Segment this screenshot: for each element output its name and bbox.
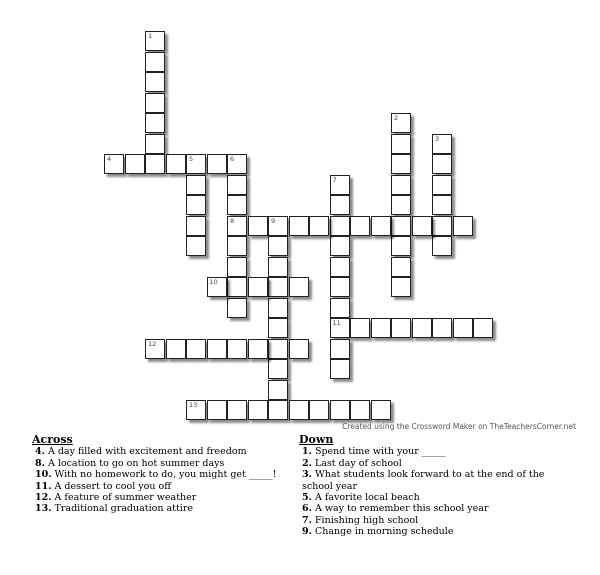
grid-cell[interactable] xyxy=(104,154,124,174)
clue-number: 9 xyxy=(271,216,276,225)
across-clue: 4. A day filled with excitement and freedom xyxy=(35,446,247,458)
grid-cell[interactable] xyxy=(268,298,288,318)
grid-cell[interactable] xyxy=(330,195,350,215)
grid-cell[interactable] xyxy=(145,113,165,133)
grid-cell[interactable] xyxy=(412,318,432,338)
grid-cell[interactable] xyxy=(453,318,473,338)
grid-cell[interactable] xyxy=(186,400,206,420)
across-clue: 10. With no homework to do, you might get _____! xyxy=(35,469,277,481)
clue-number: 11 xyxy=(332,319,341,327)
down-clue: 7. Finishing high school xyxy=(302,514,419,526)
grid-cell[interactable] xyxy=(145,72,165,92)
clue-number: 6 xyxy=(230,155,235,163)
clue-number: 7 xyxy=(332,175,337,184)
grid-cell[interactable] xyxy=(350,318,370,338)
grid-cell[interactable] xyxy=(432,236,452,256)
grid-cell[interactable] xyxy=(145,134,165,154)
grid-cell[interactable] xyxy=(268,257,288,277)
clue-number: 2 xyxy=(394,114,399,122)
grid-cell[interactable] xyxy=(268,359,288,379)
grid-cell[interactable] xyxy=(145,93,165,113)
grid-cell[interactable] xyxy=(248,339,268,359)
grid-cell[interactable] xyxy=(391,216,411,236)
grid-cell[interactable] xyxy=(248,216,268,236)
clue-number: 1 xyxy=(148,32,153,40)
grid-cell[interactable] xyxy=(330,175,350,195)
grid-cell[interactable] xyxy=(186,216,206,236)
grid-cell[interactable] xyxy=(391,257,411,277)
grid-cell[interactable] xyxy=(268,380,288,400)
across-clue: 11. A dessert to cool you off xyxy=(35,480,171,492)
grid-cell[interactable] xyxy=(391,113,411,133)
down-clue: 5. A favorite local beach xyxy=(302,492,420,504)
down-clues xyxy=(299,433,572,538)
grid-cell[interactable] xyxy=(391,195,411,215)
grid-cell[interactable] xyxy=(391,134,411,154)
grid-cell[interactable] xyxy=(268,339,288,359)
grid-cell[interactable] xyxy=(227,339,247,359)
grid-cell[interactable] xyxy=(330,339,350,359)
grid-cell[interactable] xyxy=(227,236,247,256)
across-clue: 12. A feature of summer weather xyxy=(35,492,197,504)
across-clues xyxy=(32,433,280,515)
grid-cell[interactable] xyxy=(289,277,309,297)
grid-cell[interactable] xyxy=(248,400,268,420)
grid-cell[interactable] xyxy=(391,154,411,174)
grid-cell[interactable] xyxy=(289,339,309,359)
grid-cell[interactable] xyxy=(125,154,145,174)
down-clue: 3. What students look forward to at the end of the school year xyxy=(302,469,545,492)
grid-cell[interactable] xyxy=(227,298,247,318)
grid-cell[interactable] xyxy=(207,339,227,359)
grid-cell[interactable] xyxy=(268,318,288,338)
grid-cell[interactable] xyxy=(371,318,391,338)
grid-cell[interactable] xyxy=(289,216,309,236)
clue-number: 10 xyxy=(209,278,218,286)
grid-cell[interactable] xyxy=(453,216,473,236)
down-clue: 9. Change in morning schedule xyxy=(302,526,454,538)
grid-cell[interactable] xyxy=(207,154,227,174)
grid-cell[interactable] xyxy=(227,195,247,215)
grid-cell[interactable] xyxy=(330,359,350,379)
grid-cell[interactable] xyxy=(268,277,288,297)
grid-cell[interactable] xyxy=(207,400,227,420)
clue-number: 3 xyxy=(435,134,440,143)
grid-cell[interactable] xyxy=(309,400,329,420)
grid-cell[interactable] xyxy=(145,31,165,51)
grid-cell[interactable] xyxy=(330,400,350,420)
grid-cell[interactable] xyxy=(432,216,452,236)
across-heading: Across xyxy=(32,433,73,446)
grid-cell[interactable] xyxy=(371,216,391,236)
grid-cell[interactable] xyxy=(350,216,370,236)
grid-cell[interactable] xyxy=(330,318,350,338)
grid-cell[interactable] xyxy=(432,154,452,174)
grid-cell[interactable] xyxy=(186,195,206,215)
grid-cell[interactable] xyxy=(432,195,452,215)
clue-number: 4 xyxy=(107,155,112,163)
clue-number: 13 xyxy=(189,401,198,409)
grid-cell[interactable] xyxy=(268,400,288,420)
grid-cell[interactable] xyxy=(412,216,432,236)
grid-cell[interactable] xyxy=(227,175,247,195)
grid-cell[interactable] xyxy=(227,257,247,277)
grid-cell[interactable] xyxy=(391,175,411,195)
grid-cell[interactable] xyxy=(330,277,350,297)
credit-text: Created using the Crossword Maker on TheTeachersCorner.net xyxy=(342,422,576,431)
grid-cell[interactable] xyxy=(145,154,165,174)
grid-cell[interactable] xyxy=(248,277,268,297)
grid-cell[interactable] xyxy=(145,339,165,359)
down-heading: Down xyxy=(299,433,334,446)
down-clue: 1. Spend time with your _____ xyxy=(302,446,446,458)
grid-cell[interactable] xyxy=(227,216,247,236)
clue-number: 8 xyxy=(230,216,235,225)
grid-cell[interactable] xyxy=(166,339,186,359)
grid-cell[interactable] xyxy=(330,216,350,236)
down-clue: 6. A way to remember this school year xyxy=(302,503,489,515)
grid-cell[interactable] xyxy=(207,277,227,297)
clue-number: 12 xyxy=(148,339,157,348)
grid-cell[interactable] xyxy=(268,216,288,236)
grid-cell[interactable] xyxy=(186,339,206,359)
grid-cell[interactable] xyxy=(371,400,391,420)
grid-cell[interactable] xyxy=(227,400,247,420)
grid-cell[interactable] xyxy=(391,318,411,338)
grid-cell[interactable] xyxy=(227,277,247,297)
grid-cell[interactable] xyxy=(166,154,186,174)
grid-cell[interactable] xyxy=(391,277,411,297)
grid-cell[interactable] xyxy=(432,318,452,338)
grid-cell[interactable] xyxy=(145,52,165,72)
grid-cell[interactable] xyxy=(330,257,350,277)
grid-cell[interactable] xyxy=(473,318,493,338)
grid-cell[interactable] xyxy=(309,216,329,236)
grid-cell[interactable] xyxy=(186,236,206,256)
clue-number: 5 xyxy=(189,155,194,163)
across-clue: 13. Traditional graduation attire xyxy=(35,503,193,515)
grid-cell[interactable] xyxy=(432,175,452,195)
grid-cell[interactable] xyxy=(391,236,411,256)
grid-cell[interactable] xyxy=(330,298,350,318)
grid-cell[interactable] xyxy=(186,175,206,195)
across-clue: 8. A location to go on hot summer days xyxy=(35,457,225,469)
grid-cell[interactable] xyxy=(432,134,452,154)
grid-cell[interactable] xyxy=(330,236,350,256)
grid-cell[interactable] xyxy=(186,154,206,174)
grid-cell[interactable] xyxy=(289,400,309,420)
grid-cell[interactable] xyxy=(350,400,370,420)
grid-cell[interactable] xyxy=(227,154,247,174)
grid-cell[interactable] xyxy=(268,236,288,256)
down-clue: 2. Last day of school xyxy=(302,457,402,469)
